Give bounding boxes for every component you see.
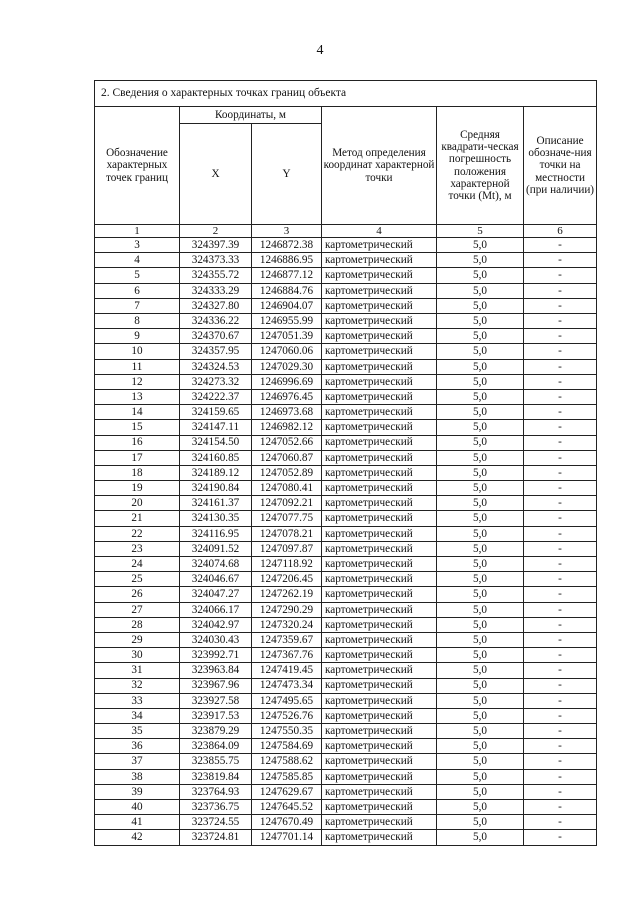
- method-cell: картометрический: [322, 253, 437, 268]
- column-number: 6: [524, 225, 597, 238]
- y-coordinate-cell: 1247206.45: [252, 572, 322, 587]
- description-cell: -: [524, 617, 597, 632]
- table-row: [95, 465, 597, 480]
- y-coordinate-cell: 1247077.75: [252, 511, 322, 526]
- accuracy-cell: 5,0: [437, 632, 524, 647]
- point-number-cell: 27: [95, 602, 180, 617]
- table-row: [95, 314, 597, 329]
- y-coordinate-cell: 1247419.45: [252, 663, 322, 678]
- x-coordinate-cell: 324397.39: [180, 238, 252, 253]
- table-row: [95, 648, 597, 663]
- x-coordinate-cell: 324327.80: [180, 298, 252, 313]
- y-coordinate-cell: 1246877.12: [252, 268, 322, 283]
- x-coordinate-cell: 324159.65: [180, 405, 252, 420]
- point-number-cell: 19: [95, 481, 180, 496]
- accuracy-cell: 5,0: [437, 450, 524, 465]
- point-number-cell: 36: [95, 739, 180, 754]
- x-coordinate-cell: 323864.09: [180, 739, 252, 754]
- method-cell: картометрический: [322, 617, 437, 632]
- description-cell: -: [524, 769, 597, 784]
- description-cell: -: [524, 693, 597, 708]
- accuracy-cell: 5,0: [437, 739, 524, 754]
- table-row: [95, 708, 597, 723]
- x-coordinate-cell: 323917.53: [180, 708, 252, 723]
- accuracy-cell: 5,0: [437, 724, 524, 739]
- x-coordinate-cell: 323764.93: [180, 784, 252, 799]
- method-cell: картометрический: [322, 693, 437, 708]
- accuracy-cell: 5,0: [437, 481, 524, 496]
- x-coordinate-cell: 324324.53: [180, 359, 252, 374]
- description-cell: -: [524, 815, 597, 830]
- point-number-cell: 29: [95, 632, 180, 647]
- point-number-cell: 20: [95, 496, 180, 511]
- method-cell: картометрический: [322, 784, 437, 799]
- x-coordinate-cell: 324189.12: [180, 465, 252, 480]
- y-coordinate-cell: 1247359.67: [252, 632, 322, 647]
- y-coordinate-cell: 1247495.65: [252, 693, 322, 708]
- description-cell: -: [524, 238, 597, 253]
- description-cell: -: [524, 496, 597, 511]
- accuracy-cell: 5,0: [437, 359, 524, 374]
- description-cell: -: [524, 678, 597, 693]
- table-row: [95, 389, 597, 404]
- accuracy-cell: 5,0: [437, 587, 524, 602]
- column-number: 5: [437, 225, 524, 238]
- accuracy-cell: 5,0: [437, 678, 524, 693]
- accuracy-cell: 5,0: [437, 253, 524, 268]
- header-y: Y: [252, 124, 322, 225]
- header-designation: Обозначение характерных точек границ: [95, 107, 180, 225]
- point-number-cell: 26: [95, 587, 180, 602]
- accuracy-cell: 5,0: [437, 526, 524, 541]
- description-cell: -: [524, 739, 597, 754]
- x-coordinate-cell: 324116.95: [180, 526, 252, 541]
- column-number-row: [95, 225, 597, 238]
- table-row: [95, 405, 597, 420]
- method-cell: картометрический: [322, 511, 437, 526]
- y-coordinate-cell: 1247060.87: [252, 450, 322, 465]
- accuracy-cell: 5,0: [437, 405, 524, 420]
- x-coordinate-cell: 323927.58: [180, 693, 252, 708]
- method-cell: картометрический: [322, 389, 437, 404]
- description-cell: -: [524, 587, 597, 602]
- method-cell: картометрический: [322, 708, 437, 723]
- accuracy-cell: 5,0: [437, 541, 524, 556]
- table-row: [95, 481, 597, 496]
- table-row: [95, 769, 597, 784]
- point-number-cell: 9: [95, 329, 180, 344]
- description-cell: -: [524, 389, 597, 404]
- point-number-cell: 11: [95, 359, 180, 374]
- point-number-cell: 16: [95, 435, 180, 450]
- accuracy-cell: 5,0: [437, 268, 524, 283]
- y-coordinate-cell: 1246884.76: [252, 283, 322, 298]
- header-method: Метод определения координат характерной точки: [322, 107, 437, 225]
- table-row: [95, 435, 597, 450]
- method-cell: картометрический: [322, 572, 437, 587]
- method-cell: картометрический: [322, 769, 437, 784]
- description-cell: -: [524, 405, 597, 420]
- header-description: Описание обозначе-ния точки на местности (при наличии): [524, 107, 597, 225]
- description-cell: -: [524, 329, 597, 344]
- y-coordinate-cell: 1247051.39: [252, 329, 322, 344]
- point-number-cell: 28: [95, 617, 180, 632]
- table-row: [95, 572, 597, 587]
- point-number-cell: 5: [95, 268, 180, 283]
- y-coordinate-cell: 1246996.69: [252, 374, 322, 389]
- table-row: [95, 298, 597, 313]
- x-coordinate-cell: 323736.75: [180, 800, 252, 815]
- table-row: [95, 557, 597, 572]
- column-number: 3: [252, 225, 322, 238]
- accuracy-cell: 5,0: [437, 617, 524, 632]
- table-row: [95, 526, 597, 541]
- y-coordinate-cell: 1247670.49: [252, 815, 322, 830]
- point-number-cell: 14: [95, 405, 180, 420]
- x-coordinate-cell: 324336.22: [180, 314, 252, 329]
- accuracy-cell: 5,0: [437, 708, 524, 723]
- method-cell: картометрический: [322, 648, 437, 663]
- section-title: 2. Сведения о характерных точках границ объекта: [95, 81, 597, 107]
- accuracy-cell: 5,0: [437, 557, 524, 572]
- description-cell: -: [524, 602, 597, 617]
- description-cell: -: [524, 253, 597, 268]
- method-cell: картометрический: [322, 435, 437, 450]
- x-coordinate-cell: 324147.11: [180, 420, 252, 435]
- point-number-cell: 34: [95, 708, 180, 723]
- x-coordinate-cell: 324030.43: [180, 632, 252, 647]
- x-coordinate-cell: 324074.68: [180, 557, 252, 572]
- method-cell: картометрический: [322, 800, 437, 815]
- table-row: [95, 283, 597, 298]
- accuracy-cell: 5,0: [437, 511, 524, 526]
- x-coordinate-cell: 324160.85: [180, 450, 252, 465]
- point-number-cell: 32: [95, 678, 180, 693]
- point-number-cell: 7: [95, 298, 180, 313]
- x-coordinate-cell: 324091.52: [180, 541, 252, 556]
- y-coordinate-cell: 1247701.14: [252, 830, 322, 845]
- x-coordinate-cell: 323855.75: [180, 754, 252, 769]
- description-cell: -: [524, 708, 597, 723]
- method-cell: картометрический: [322, 815, 437, 830]
- point-number-cell: 35: [95, 724, 180, 739]
- point-number-cell: 13: [95, 389, 180, 404]
- point-number-cell: 3: [95, 238, 180, 253]
- table-row: [95, 344, 597, 359]
- accuracy-cell: 5,0: [437, 374, 524, 389]
- x-coordinate-cell: 324357.95: [180, 344, 252, 359]
- accuracy-cell: 5,0: [437, 784, 524, 799]
- description-cell: -: [524, 648, 597, 663]
- description-cell: -: [524, 526, 597, 541]
- accuracy-cell: 5,0: [437, 344, 524, 359]
- point-number-cell: 38: [95, 769, 180, 784]
- accuracy-cell: 5,0: [437, 283, 524, 298]
- x-coordinate-cell: 324042.97: [180, 617, 252, 632]
- method-cell: картометрический: [322, 754, 437, 769]
- table-row: [95, 450, 597, 465]
- point-number-cell: 24: [95, 557, 180, 572]
- point-number-cell: 17: [95, 450, 180, 465]
- accuracy-cell: 5,0: [437, 693, 524, 708]
- y-coordinate-cell: 1247550.35: [252, 724, 322, 739]
- accuracy-cell: 5,0: [437, 389, 524, 404]
- point-number-cell: 6: [95, 283, 180, 298]
- table-row: [95, 496, 597, 511]
- accuracy-cell: 5,0: [437, 329, 524, 344]
- method-cell: картометрический: [322, 420, 437, 435]
- x-coordinate-cell: 323724.55: [180, 815, 252, 830]
- y-coordinate-cell: 1246982.12: [252, 420, 322, 435]
- y-coordinate-cell: 1247118.92: [252, 557, 322, 572]
- x-coordinate-cell: 324130.35: [180, 511, 252, 526]
- method-cell: картометрический: [322, 541, 437, 556]
- x-coordinate-cell: 324222.37: [180, 389, 252, 404]
- table-row: [95, 815, 597, 830]
- point-number-cell: 40: [95, 800, 180, 815]
- description-cell: -: [524, 465, 597, 480]
- table-row: [95, 511, 597, 526]
- method-cell: картометрический: [322, 298, 437, 313]
- point-number-cell: 42: [95, 830, 180, 845]
- point-number-cell: 30: [95, 648, 180, 663]
- description-cell: -: [524, 374, 597, 389]
- method-cell: картометрический: [322, 344, 437, 359]
- x-coordinate-cell: 323724.81: [180, 830, 252, 845]
- y-coordinate-cell: 1246976.45: [252, 389, 322, 404]
- point-number-cell: 10: [95, 344, 180, 359]
- y-coordinate-cell: 1247473.34: [252, 678, 322, 693]
- method-cell: картометрический: [322, 374, 437, 389]
- y-coordinate-cell: 1246955.99: [252, 314, 322, 329]
- y-coordinate-cell: 1247262.19: [252, 587, 322, 602]
- accuracy-cell: 5,0: [437, 830, 524, 845]
- method-cell: картометрический: [322, 405, 437, 420]
- table-row: [95, 359, 597, 374]
- description-cell: -: [524, 511, 597, 526]
- point-number-cell: 21: [95, 511, 180, 526]
- x-coordinate-cell: 323967.96: [180, 678, 252, 693]
- description-cell: -: [524, 344, 597, 359]
- method-cell: картометрический: [322, 587, 437, 602]
- x-coordinate-cell: 324333.29: [180, 283, 252, 298]
- y-coordinate-cell: 1246872.38: [252, 238, 322, 253]
- method-cell: картометрический: [322, 314, 437, 329]
- x-coordinate-cell: 324046.67: [180, 572, 252, 587]
- table-row: [95, 754, 597, 769]
- accuracy-cell: 5,0: [437, 314, 524, 329]
- description-cell: -: [524, 663, 597, 678]
- column-number: 4: [322, 225, 437, 238]
- y-coordinate-cell: 1247052.66: [252, 435, 322, 450]
- point-number-cell: 39: [95, 784, 180, 799]
- accuracy-cell: 5,0: [437, 496, 524, 511]
- table-row: [95, 830, 597, 845]
- method-cell: картометрический: [322, 359, 437, 374]
- method-cell: картометрический: [322, 663, 437, 678]
- y-coordinate-cell: 1247097.87: [252, 541, 322, 556]
- method-cell: картометрический: [322, 557, 437, 572]
- accuracy-cell: 5,0: [437, 815, 524, 830]
- table-row: [95, 632, 597, 647]
- x-coordinate-cell: 323963.84: [180, 663, 252, 678]
- header-x: X: [180, 124, 252, 225]
- point-number-cell: 23: [95, 541, 180, 556]
- x-coordinate-cell: 324370.67: [180, 329, 252, 344]
- table-row: [95, 739, 597, 754]
- header-coordinates: Координаты, м: [180, 107, 322, 124]
- y-coordinate-cell: 1247526.76: [252, 708, 322, 723]
- y-coordinate-cell: 1247367.76: [252, 648, 322, 663]
- table-row: [95, 693, 597, 708]
- description-cell: -: [524, 784, 597, 799]
- x-coordinate-cell: 324190.84: [180, 481, 252, 496]
- point-number-cell: 37: [95, 754, 180, 769]
- description-cell: -: [524, 754, 597, 769]
- y-coordinate-cell: 1247584.69: [252, 739, 322, 754]
- y-coordinate-cell: 1247078.21: [252, 526, 322, 541]
- method-cell: картометрический: [322, 268, 437, 283]
- x-coordinate-cell: 324047.27: [180, 587, 252, 602]
- accuracy-cell: 5,0: [437, 648, 524, 663]
- y-coordinate-cell: 1247060.06: [252, 344, 322, 359]
- boundary-points-table: [94, 80, 597, 846]
- point-number-cell: 4: [95, 253, 180, 268]
- y-coordinate-cell: 1247585.85: [252, 769, 322, 784]
- x-coordinate-cell: 323819.84: [180, 769, 252, 784]
- method-cell: картометрический: [322, 450, 437, 465]
- table-row: [95, 587, 597, 602]
- table-row: [95, 253, 597, 268]
- method-cell: картометрический: [322, 739, 437, 754]
- accuracy-cell: 5,0: [437, 420, 524, 435]
- accuracy-cell: 5,0: [437, 465, 524, 480]
- table-row: [95, 724, 597, 739]
- column-number: 1: [95, 225, 180, 238]
- accuracy-cell: 5,0: [437, 435, 524, 450]
- y-coordinate-cell: 1246973.68: [252, 405, 322, 420]
- point-number-cell: 31: [95, 663, 180, 678]
- accuracy-cell: 5,0: [437, 800, 524, 815]
- description-cell: -: [524, 724, 597, 739]
- table-row: [95, 784, 597, 799]
- accuracy-cell: 5,0: [437, 602, 524, 617]
- y-coordinate-cell: 1247080.41: [252, 481, 322, 496]
- accuracy-cell: 5,0: [437, 769, 524, 784]
- description-cell: -: [524, 800, 597, 815]
- point-number-cell: 8: [95, 314, 180, 329]
- description-cell: -: [524, 314, 597, 329]
- accuracy-cell: 5,0: [437, 298, 524, 313]
- x-coordinate-cell: 324154.50: [180, 435, 252, 450]
- table-row: [95, 329, 597, 344]
- description-cell: -: [524, 359, 597, 374]
- y-coordinate-cell: 1247588.62: [252, 754, 322, 769]
- description-cell: -: [524, 632, 597, 647]
- x-coordinate-cell: 323992.71: [180, 648, 252, 663]
- page-number: 4: [316, 43, 324, 58]
- method-cell: картометрический: [322, 830, 437, 845]
- description-cell: -: [524, 450, 597, 465]
- table-row: [95, 268, 597, 283]
- y-coordinate-cell: 1247029.30: [252, 359, 322, 374]
- description-cell: -: [524, 830, 597, 845]
- method-cell: картометрический: [322, 465, 437, 480]
- accuracy-cell: 5,0: [437, 238, 524, 253]
- table-row: [95, 663, 597, 678]
- x-coordinate-cell: 324355.72: [180, 268, 252, 283]
- y-coordinate-cell: 1246904.07: [252, 298, 322, 313]
- method-cell: картометрический: [322, 602, 437, 617]
- description-cell: -: [524, 298, 597, 313]
- description-cell: -: [524, 541, 597, 556]
- method-cell: картометрический: [322, 632, 437, 647]
- y-coordinate-cell: 1247052.89: [252, 465, 322, 480]
- point-number-cell: 12: [95, 374, 180, 389]
- table-row: [95, 374, 597, 389]
- description-cell: -: [524, 283, 597, 298]
- method-cell: картометрический: [322, 329, 437, 344]
- point-number-cell: 18: [95, 465, 180, 480]
- y-coordinate-cell: 1247645.52: [252, 800, 322, 815]
- table-row: [95, 602, 597, 617]
- point-number-cell: 41: [95, 815, 180, 830]
- point-number-cell: 33: [95, 693, 180, 708]
- description-cell: -: [524, 481, 597, 496]
- table-row: [95, 617, 597, 632]
- accuracy-cell: 5,0: [437, 754, 524, 769]
- accuracy-cell: 5,0: [437, 572, 524, 587]
- method-cell: картометрический: [322, 724, 437, 739]
- method-cell: картометрический: [322, 238, 437, 253]
- y-coordinate-cell: 1246886.95: [252, 253, 322, 268]
- table-row: [95, 238, 597, 253]
- point-number-cell: 22: [95, 526, 180, 541]
- accuracy-cell: 5,0: [437, 663, 524, 678]
- table-row: [95, 420, 597, 435]
- description-cell: -: [524, 268, 597, 283]
- y-coordinate-cell: 1247629.67: [252, 784, 322, 799]
- y-coordinate-cell: 1247290.29: [252, 602, 322, 617]
- x-coordinate-cell: 324373.33: [180, 253, 252, 268]
- y-coordinate-cell: 1247320.24: [252, 617, 322, 632]
- description-cell: -: [524, 557, 597, 572]
- method-cell: картометрический: [322, 678, 437, 693]
- description-cell: -: [524, 572, 597, 587]
- point-number-cell: 25: [95, 572, 180, 587]
- y-coordinate-cell: 1247092.21: [252, 496, 322, 511]
- table-body: [95, 238, 597, 846]
- x-coordinate-cell: 324273.32: [180, 374, 252, 389]
- method-cell: картометрический: [322, 496, 437, 511]
- x-coordinate-cell: 323879.29: [180, 724, 252, 739]
- description-cell: -: [524, 435, 597, 450]
- table-row: [95, 541, 597, 556]
- table-row: [95, 800, 597, 815]
- method-cell: картометрический: [322, 481, 437, 496]
- x-coordinate-cell: 324066.17: [180, 602, 252, 617]
- method-cell: картометрический: [322, 283, 437, 298]
- header-accuracy: Средняя квадрати-ческая погрешность положения характерной точки (Mt), м: [437, 107, 524, 225]
- method-cell: картометрический: [322, 526, 437, 541]
- column-number: 2: [180, 225, 252, 238]
- point-number-cell: 15: [95, 420, 180, 435]
- description-cell: -: [524, 420, 597, 435]
- table-row: [95, 678, 597, 693]
- x-coordinate-cell: 324161.37: [180, 496, 252, 511]
